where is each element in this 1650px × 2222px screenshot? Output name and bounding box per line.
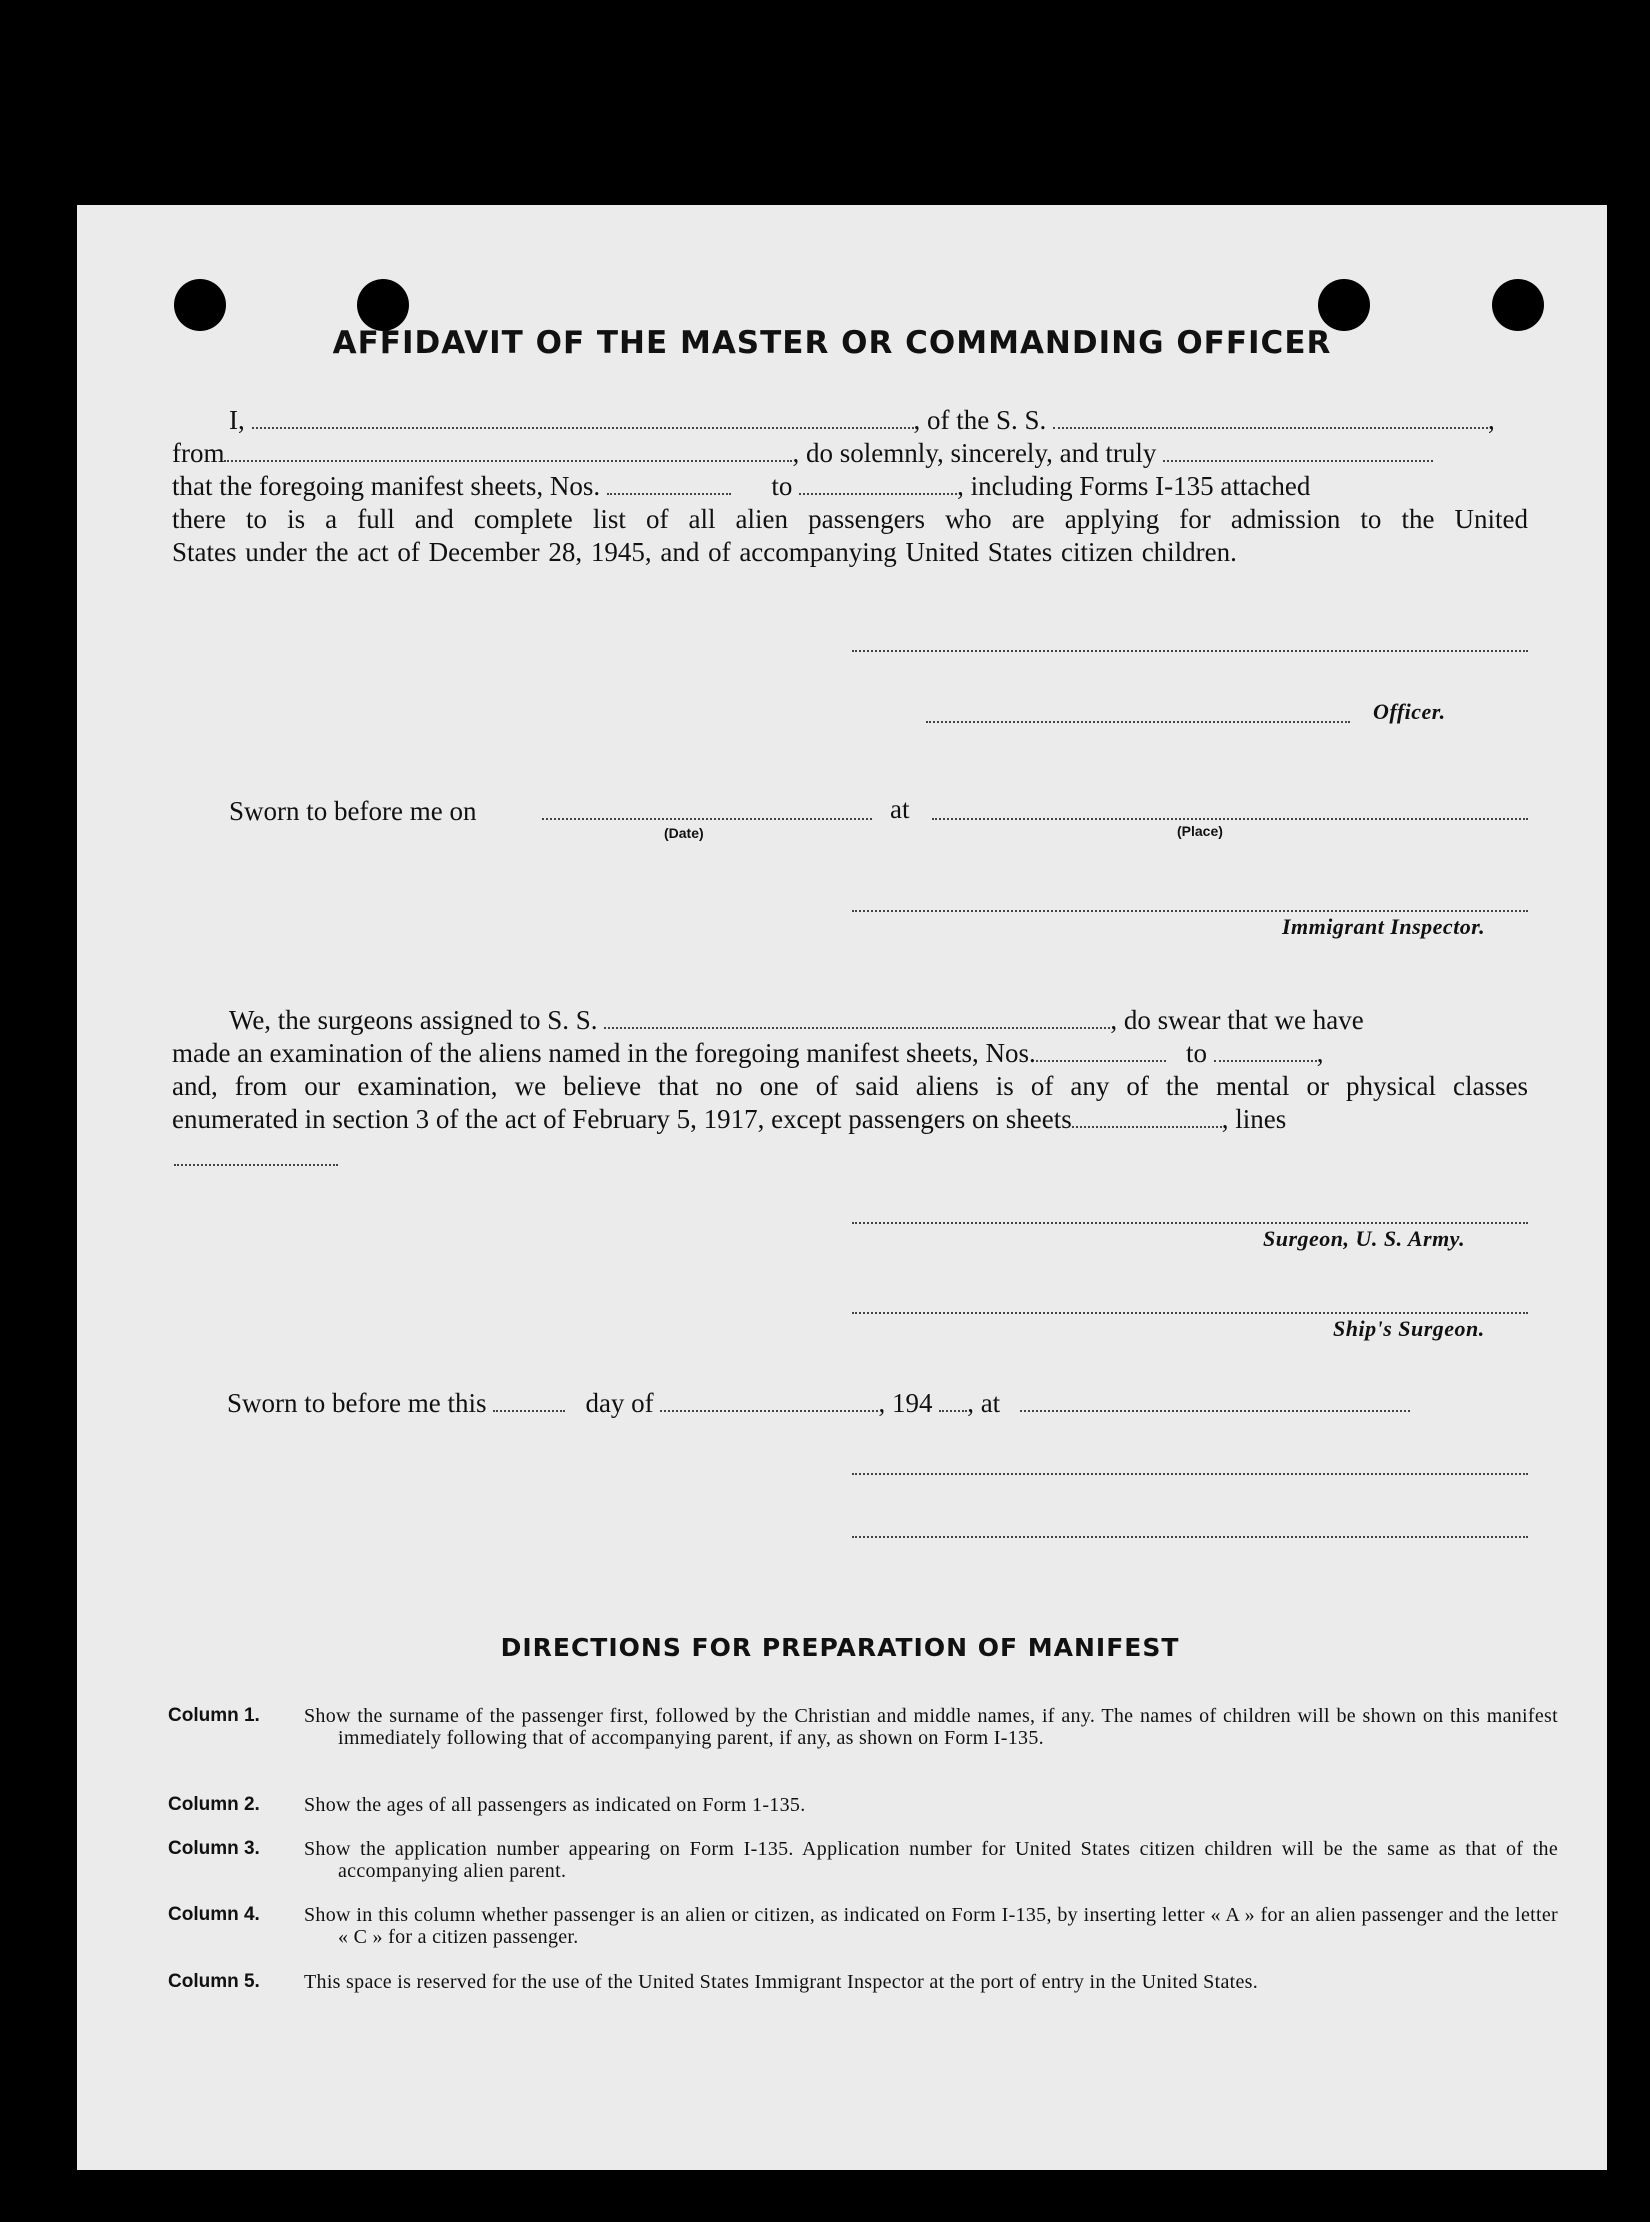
surgeons-ship-field[interactable] xyxy=(604,1007,1110,1029)
witness-signature-line-1[interactable] xyxy=(852,1471,1528,1475)
punch-hole xyxy=(1492,279,1544,331)
affidavit-line-4: there to is a full and complete list of all alien passengers who are applying for admission to the United xyxy=(172,504,1528,534)
sworn-at-label: at xyxy=(890,794,910,824)
direction-column-2 xyxy=(168,1794,1524,1818)
sworn-year-field[interactable] xyxy=(939,1390,967,1412)
ship-surgeon-label: Ship's Surgeon. xyxy=(1333,1316,1485,1341)
direction-text: Show the application number appearing on Form I-135. Application number for United States citizen children will be the same as that of the accompanying alien parent. xyxy=(304,1838,1558,1882)
punch-hole xyxy=(357,279,409,331)
ship-surgeon-signature-line[interactable] xyxy=(852,1310,1528,1314)
officer-label: Officer. xyxy=(1373,699,1446,724)
sheets-from-field[interactable] xyxy=(607,473,731,495)
direction-column-5 xyxy=(168,1971,1524,2017)
sworn-date-field[interactable] xyxy=(542,816,872,820)
surgeons-sheets-to-field[interactable] xyxy=(1214,1040,1317,1062)
affidavit-line-3: that the foregoing manifest sheets, Nos. to , including Forms I-135 attached xyxy=(172,471,1311,501)
form-page xyxy=(77,205,1607,2170)
departure-port-field[interactable] xyxy=(224,440,792,462)
inspector-label: Immigrant Inspector. xyxy=(1282,914,1486,939)
inspector-signature-line[interactable] xyxy=(852,908,1528,912)
direction-text: Show the ages of all passengers as indicated on Form 1-135. xyxy=(304,1794,806,1816)
officer-signature-line-2[interactable] xyxy=(926,719,1350,723)
direction-text: Show the surname of the passenger first, followed by the Christian and middle names, if any. The names of children will be shown on this manifest immediately following that of accompanying parent, if any, as shown on Form I-135. xyxy=(304,1705,1558,1749)
surgeons-line-1: We, the surgeons assigned to S. S. , do swear that we have xyxy=(229,1005,1364,1035)
sworn-before-me-on: Sworn to before me on xyxy=(229,796,477,826)
form-title: AFFIDAVIT OF THE MASTER OR COMMANDING OFFICER xyxy=(332,325,1332,361)
surgeons-line-4: enumerated in section 3 of the act of February 5, 1917, except passengers on sheets , lines xyxy=(172,1104,1287,1134)
declaration-field[interactable] xyxy=(1163,440,1433,462)
affidavit-line-2: from , do solemnly, sincerely, and truly xyxy=(172,437,1433,469)
direction-column-3 xyxy=(168,1838,1558,1884)
surgeons-line-3: and, from our examination, we believe that no one of said aliens is of any of the mental or physical classes xyxy=(172,1071,1528,1101)
witness-signature-line-2[interactable] xyxy=(852,1534,1528,1538)
place-caption: (Place) xyxy=(1177,823,1223,839)
ship-name-field[interactable] xyxy=(1053,407,1488,429)
sworn-this-day-line: Sworn to before me this day of , 194 , at xyxy=(227,1387,1410,1419)
direction-text: This space is reserved for the use of the United States Immigrant Inspector at the port of entry in the United States. xyxy=(304,1971,1259,1993)
direction-label: Column 2. xyxy=(168,1794,260,1815)
sworn-month-field[interactable] xyxy=(660,1390,878,1412)
direction-text: Show in this column whether passenger is an alien or citizen, as indicated on Form I-135, by inserting letter « A » for an alien passenger and the letter « C » for a citizen passenger. xyxy=(304,1904,1558,1948)
directions-title: DIRECTIONS FOR PREPARATION OF MANIFEST xyxy=(500,1633,1180,1662)
army-surgeon-label: Surgeon, U. S. Army. xyxy=(1263,1226,1466,1251)
punch-hole xyxy=(174,279,226,331)
direction-column-4 xyxy=(168,1904,1558,1950)
surgeons-line-2: made an examination of the aliens named in the foregoing manifest sheets, Nos. to , xyxy=(172,1038,1324,1068)
date-caption: (Date) xyxy=(664,825,704,841)
sheets-to-field[interactable] xyxy=(799,473,957,495)
except-sheets-field[interactable] xyxy=(1072,1106,1222,1128)
direction-column-1 xyxy=(168,1705,1558,1775)
except-lines-field[interactable] xyxy=(174,1162,338,1166)
sworn-place-field[interactable] xyxy=(932,816,1528,820)
master-name-field[interactable] xyxy=(252,407,914,429)
punch-hole xyxy=(1318,279,1370,331)
direction-label: Column 1. xyxy=(168,1705,260,1726)
affidavit-line-1: I, , of the S. S. , xyxy=(229,405,1495,435)
direction-label: Column 5. xyxy=(168,1971,260,1992)
sworn-place-2-field[interactable] xyxy=(1020,1390,1410,1412)
army-surgeon-signature-line[interactable] xyxy=(852,1220,1528,1224)
direction-label: Column 4. xyxy=(168,1904,260,1925)
surgeons-sheets-from-field[interactable] xyxy=(1036,1040,1166,1062)
officer-signature-line-1[interactable] xyxy=(852,648,1528,652)
affidavit-line-5: States under the act of December 28, 1945, and of accompanying United States citizen children. xyxy=(172,537,1237,567)
sworn-day-field[interactable] xyxy=(493,1390,565,1412)
direction-label: Column 3. xyxy=(168,1838,260,1859)
